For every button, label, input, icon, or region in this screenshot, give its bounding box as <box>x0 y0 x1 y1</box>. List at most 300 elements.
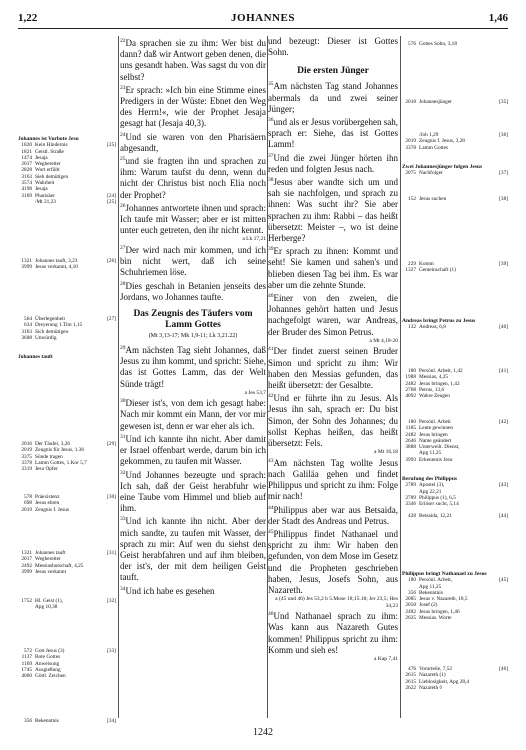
verse-marker: [24] <box>107 192 116 199</box>
reference-topic: Jesus bringen, 1,42 <box>419 380 460 387</box>
verse-marker: [38] <box>499 196 508 202</box>
reference-topic: Nazareth ◊ <box>419 684 443 691</box>
reference-block <box>402 318 508 331</box>
reference-topic: Unterweilt. Dienst, <box>419 444 460 451</box>
reference-topic: Jesus verkannt, 4,10 <box>35 264 78 271</box>
reference-number <box>18 199 32 205</box>
reference-block <box>18 316 116 341</box>
margin-subheading: Johannes ist Vorbote Jesu <box>18 136 79 142</box>
footnote: a Mt 16,18 <box>374 449 398 456</box>
reference-topic: Jesu Opfer <box>35 466 58 473</box>
verse <box>268 291 398 338</box>
verse-marker: [30] <box>107 494 116 500</box>
verse-number: 40 <box>268 293 274 300</box>
section-heading: Das Zeugnis des Täufers vom Lamm Gottes <box>133 308 253 330</box>
margin-reference <box>18 264 116 270</box>
footnote: a Lk 17,21 <box>242 236 266 243</box>
verse-text: Philippus findet Nathanael und spricht zu ihm: Wir haben den gefunden, von dem Mose im Gesetz und die Propheten geschrieben haben, Jesus, Josefs Sohn, aus Nazareth. <box>268 528 398 595</box>
column-rule-left <box>118 36 119 718</box>
reference-topic: Wahrheit <box>35 180 55 187</box>
reference-number <box>18 604 32 610</box>
reference-topic: Messias, 4,25 <box>419 374 448 381</box>
reference-topic: Sich demütigen <box>35 328 69 335</box>
reference-number: 1327 <box>405 267 416 274</box>
verse <box>120 279 266 303</box>
verse <box>120 468 266 515</box>
reference-topic: Apg 11,25 <box>419 450 442 457</box>
reference-number: 428 <box>408 513 416 519</box>
reference-topic: /Mt 21,23 <box>35 198 56 205</box>
reference-topic: Gottes Sohn, 3,18 <box>419 41 457 47</box>
reference-block <box>402 476 508 507</box>
margin-reference <box>402 324 508 330</box>
verse <box>120 83 266 130</box>
verse-text: Philippus aber war aus Betsaida, der Stadt des Andreas und Petrus. <box>268 504 398 526</box>
reference-number: 3169 <box>21 192 32 199</box>
verse-marker: [41] <box>499 368 508 374</box>
reference-topic: Betsaida, 12,21 <box>419 513 452 519</box>
verse-marker: [35] <box>499 99 508 105</box>
verse-marker: [29] <box>107 441 116 447</box>
verse-text: Am nächsten Tag wollte Jesus nach Galiläa gehen und findet Philippus und spricht zu ihm: Folge mir nach! <box>268 457 398 502</box>
verse-text: Am nächsten Tag sieht Johannes, daß Jesus zu ihm kommt, und spricht: Siehe, das ist Gottes Lamm, das der Welt Sünde trägt! <box>120 344 266 389</box>
reference-topic: Zeugnis f. Jesus <box>35 506 69 513</box>
reference-topic: Apostel (3), <box>419 482 445 489</box>
reference-block <box>18 354 116 360</box>
verse-number: 39 <box>268 246 274 253</box>
reference-number: 2085 <box>405 596 416 603</box>
reference-block <box>18 598 116 611</box>
reference-number: 2482 <box>405 431 416 438</box>
header-book-title: JOHANNES <box>231 12 295 24</box>
verse-marker: [45] <box>499 577 508 584</box>
verse <box>120 514 266 583</box>
reference-topic: Bote Gottes <box>35 654 61 661</box>
verse-text: Der wird nach mir kommen, und ich bin nicht wert, daß ich seine Schuhriemen löse. <box>120 244 266 278</box>
reference-number: 3319 <box>21 466 32 473</box>
reference-topic: Anweisung <box>35 660 60 667</box>
reference-number: 2016 <box>21 441 32 447</box>
verse-text: Und ich kannte ihn nicht. Aber damit er Israel offenbart werde, darum bin ich gekommen, zu taufen mit Wasser. <box>120 433 266 467</box>
verse <box>120 243 266 279</box>
reference-topic: Apg 10,38 <box>35 604 58 611</box>
reference-number: 3999 <box>21 568 32 575</box>
reference-block <box>18 494 116 513</box>
verse-number: 30 <box>120 398 126 405</box>
reference-block <box>18 258 116 271</box>
verse-marker: [27] <box>107 316 116 322</box>
verse-text: und als er Jesus vorübergehen sah, sprach er: Siehe, das ist Gottes Lamm! <box>268 117 398 150</box>
reference-number: 3378 <box>405 144 416 151</box>
reference-number: 180 <box>408 368 416 374</box>
reference-number: 2019 <box>21 447 32 454</box>
reference-topic: Nachfolger <box>419 170 443 177</box>
reference-topic: Jesus ehren <box>35 500 60 507</box>
verse-number: 34 <box>120 585 126 592</box>
verse-number: 42 <box>268 393 274 400</box>
reference-topic: Josef (2) <box>419 602 438 609</box>
verse-number: 31 <box>120 433 126 440</box>
reference-block <box>402 261 508 274</box>
verse-text: Da sprachen sie zu ihm: Wer bist du dann? daß wir Antwort geben denen, die uns gesandt haben. Was sagst du von dir selbst? <box>120 38 266 82</box>
verse-marker: [40] <box>499 324 508 331</box>
margin-reference <box>402 685 508 691</box>
margin-reference <box>402 145 508 151</box>
verse-marker: [43] <box>499 482 508 489</box>
verse-marker: [44] <box>499 513 508 519</box>
reference-block <box>18 136 116 205</box>
reference-number: 2019 <box>21 506 32 513</box>
verse-number: 37 <box>268 152 274 159</box>
verse <box>268 456 398 503</box>
verse-number: 41 <box>268 346 274 353</box>
verse <box>268 115 398 151</box>
verse <box>120 130 266 154</box>
reference-number: 2828 <box>21 167 32 174</box>
verse-text: Er sprach zu ihnen: Kommt und seht! Sie kamen und sahen's und blieben diesen Tag bei ihm. Es war aber um die zehnte Stunde. <box>268 246 398 290</box>
margin-reference <box>18 673 116 679</box>
margin-subheading: Johannes tauft <box>18 354 53 360</box>
verse-number: 33 <box>120 516 126 523</box>
reference-number: 2789 <box>405 482 416 489</box>
reference-number: 4198 <box>21 186 32 193</box>
reference-block <box>402 666 508 691</box>
reference-number: 1820 <box>21 142 32 149</box>
reference-topic: Überlegenheit <box>35 316 66 322</box>
margin-reference <box>402 393 508 399</box>
margin-reference <box>402 41 508 47</box>
reference-number: 3346 <box>405 501 416 508</box>
reference-number: 2019 <box>405 138 416 145</box>
reference-topic: Jesus bringen <box>419 431 448 438</box>
reference-topic: Kein Hindernis <box>35 142 68 149</box>
reference-topic: Jesaja <box>35 186 48 193</box>
footnote: a Kap 7,41 <box>374 655 398 662</box>
reference-topic: Komm <box>419 261 434 267</box>
reference-block <box>18 648 116 679</box>
reference-topic: Pharisäer <box>35 192 55 199</box>
reference-block <box>402 132 508 151</box>
reference-topic: Messias. Worte <box>419 615 452 622</box>
verse-text: Am nächsten Tag stand Johannes abermals da und zwei seiner Jünger; <box>268 81 398 114</box>
reference-number: 1821 <box>21 148 32 155</box>
margin-reference <box>18 507 116 513</box>
reference-number: 229 <box>408 261 416 267</box>
verse-number: 35 <box>268 81 274 88</box>
reference-number: 3163 <box>21 173 32 180</box>
footnote: a (45 und 46) Jes 53,2 b 5.Mose 18,15.18; Jer 23,5; Hes 34,23 <box>275 596 398 609</box>
reference-block <box>402 41 508 47</box>
margin-subheading: Zwei Johannesjünger folgen Jesus <box>402 164 483 170</box>
verse-text: Dieser ist's, von dem ich gesagt habe: Nach mir kommt ein Mann, der vor mir gewesen ist, denn er war eher als ich. <box>120 398 266 431</box>
reference-topic: Johannes tauft, 3,23 <box>35 258 78 264</box>
reference-topic: Jesus verkannt <box>35 568 67 575</box>
verse-marker: [26] <box>107 258 116 264</box>
section-parallel-refs: (Mt 3,13-17; Mk 1,9-11; Lk 3,21.22) <box>148 332 238 339</box>
reference-topic: Gott Jesus (3) <box>35 648 65 654</box>
verse-marker: [25] <box>107 198 116 205</box>
reference-block <box>402 368 508 399</box>
verse-marker: [32] <box>107 598 116 604</box>
reference-topic: Der Täufer, 3,26 <box>35 441 70 447</box>
verse-text: Jesus aber wandte sich um und sah sie nachfolgen, und sprach zu ihnen: Was sucht ihr? Sie aber sprachen zu ihm: Rabbi – das heißt übersetzt: Meister –, wo ist deine Herberge? <box>268 177 398 244</box>
verse <box>120 201 266 237</box>
reference-number: 3574 <box>21 180 32 187</box>
reference-topic: Geistl. Straße <box>35 148 64 155</box>
verse-number: 28 <box>120 280 126 287</box>
margin-reference <box>18 199 116 205</box>
reference-number: 578 <box>24 494 32 500</box>
verse <box>268 503 398 527</box>
reference-topic: Bekenntnis <box>35 718 59 724</box>
verse-text: Er sprach: »Ich bin eine Stimme eines Predigers in der Wüste: Ebnet den Weg des Herrn!«, wie der Prophet Jesaja gesagt hat (Jesaja 40,3). <box>120 84 266 129</box>
reference-number: 3375 <box>21 453 32 460</box>
verse-marker: [33] <box>107 648 116 654</box>
reference-topic: Wegbereiter <box>35 161 61 168</box>
text-column-b <box>268 36 398 718</box>
reference-number: 2482 <box>405 608 416 615</box>
reference-block <box>18 718 116 724</box>
reference-number: 1474 <box>21 154 32 161</box>
reference-topic: Vorurteile, 7,52 <box>419 666 453 672</box>
verse-text: Und sie waren von den Pharisäern abgesandt, <box>120 131 266 153</box>
footnote: a Jes 53,7 <box>244 389 266 396</box>
verse-number: 44 <box>268 504 274 511</box>
reference-block <box>18 550 116 575</box>
reference-topic: Lamm Gottes <box>419 144 448 151</box>
reference-block <box>402 196 508 202</box>
reference-topic: Jesaja <box>35 154 48 161</box>
verse-text: Johannes antwortete ihnen und sprach: Ich taufe mit Wasser; aber er ist mitten unter euch getreten, den ihr nicht kennt. <box>120 202 266 236</box>
verse <box>268 527 398 596</box>
margin-reference <box>18 569 116 575</box>
reference-topic: Andreas, 6,8 <box>419 324 446 331</box>
verse <box>120 432 266 468</box>
reference-topic: Hl. Geist (1), <box>35 598 63 604</box>
reference-topic: Unwürdig <box>35 334 57 341</box>
verse <box>120 36 266 83</box>
reference-topic: Jesus suchen <box>419 196 447 202</box>
reference-number: 2058 <box>405 602 416 609</box>
reference-topic: Dreyerung 1.Tim 1,15 <box>35 322 83 329</box>
reference-number: 180 <box>408 577 416 584</box>
reference-topic: Ausgießung <box>35 666 61 673</box>
verse <box>268 151 398 175</box>
reference-number: 356 <box>408 589 416 596</box>
reference-number: 572 <box>24 648 32 654</box>
verse <box>268 244 398 291</box>
reference-number: 634 <box>24 322 32 329</box>
reference-topic: Nazareth (1) <box>419 672 446 679</box>
reference-topic: Lieblosigkeit, Apg 28,4 <box>419 678 470 685</box>
reference-block <box>18 441 116 472</box>
verse-marker: [31] <box>107 550 116 556</box>
verse-marker: [37] <box>499 170 508 177</box>
reference-topic: Petrus, 13,6 <box>419 386 445 393</box>
reference-topic: Apg 22,21 <box>419 488 442 495</box>
reference-topic: Präexistenz <box>35 494 60 500</box>
reference-topic: Göttl. Zeichen <box>35 673 66 680</box>
reference-number: 132 <box>408 324 416 331</box>
reference-number: 2018 <box>405 99 416 105</box>
reference-topic: Wort erfüllt <box>35 167 60 174</box>
reference-number: 2646 <box>405 437 416 444</box>
reference-topic: Wegbereiter <box>35 556 61 563</box>
reference-topic: Wahre Zeugen <box>419 393 450 400</box>
margin-reference <box>402 99 508 105</box>
reference-number: 4060 <box>21 673 32 680</box>
reference-number: 1169 <box>21 660 32 667</box>
reference-number: 2615 <box>405 678 416 685</box>
reference-number: 576 <box>408 41 416 47</box>
verse-text: Und Johannes bezeugte und sprach: Ich sah, daß der Geist herabfuhr wie eine Taube vom Himmel und blieb auf ihm. <box>120 469 266 514</box>
reference-number: 2075 <box>405 170 416 177</box>
reference-topic: Persönl. Arbeit <box>419 419 451 425</box>
reference-topic: Erkenntnis Jesu <box>419 456 453 463</box>
reference-topic: Persönl. Arbeit, 1,42 <box>419 368 463 374</box>
section-heading: Die ersten Jünger <box>297 66 369 77</box>
margin-reference <box>402 615 508 621</box>
verse <box>268 79 398 115</box>
verse <box>268 175 398 244</box>
reference-number: 698 <box>24 500 32 507</box>
reference-number: 1745 <box>21 666 32 673</box>
page-header <box>18 12 508 29</box>
verse-number: 43 <box>268 457 274 464</box>
verse-number: 22 <box>120 38 126 44</box>
verse-text: Und ich habe es gesehen <box>125 585 215 596</box>
verse <box>268 344 398 391</box>
reference-number: 3378 <box>21 459 32 466</box>
reference-number: 476 <box>408 666 416 672</box>
right-margin-references <box>402 36 508 718</box>
margin-subheading: Berufung des Philippus <box>402 476 458 482</box>
verse-continuation: und bezeugt: Dieser ist Gottes Sohn. <box>268 36 398 58</box>
margin-reference <box>18 466 116 472</box>
verse <box>268 609 398 656</box>
reference-number: 564 <box>24 316 32 322</box>
margin-reference <box>18 335 116 341</box>
reference-number: 356 <box>24 718 32 724</box>
reference-block <box>402 571 508 621</box>
footnote: a Mt 4,18-20 <box>369 337 398 344</box>
verse-marker: [39] <box>499 261 508 267</box>
verse-text: Einer von den zweien, die Johannes gehört hatten und Jesus nachgefolgt waren, war Andreas, der Bruder des Simon Petrus. <box>268 293 398 337</box>
reference-topic: Johannes tauft <box>35 550 66 556</box>
reference-number: 3888 <box>405 444 416 451</box>
verse-number: 36 <box>268 117 274 124</box>
reference-number: 2017 <box>21 556 32 563</box>
reference-number: 1321 <box>21 550 32 556</box>
verse-marker: [46] <box>499 666 508 672</box>
reference-number: 2625 <box>405 615 416 622</box>
reference-topic: Bekenntnis <box>419 589 443 596</box>
verse <box>268 391 398 449</box>
margin-subheading: Andreas bringt Petrus zu Jesus <box>402 318 476 324</box>
margin-reference <box>18 718 116 724</box>
reference-number: 2492 <box>21 562 32 569</box>
verse-number: 26 <box>120 202 126 209</box>
reference-topic: Apg 11,25 <box>419 583 442 590</box>
reference-number: 2017 <box>21 161 32 168</box>
reference-number: 3993 <box>405 456 416 463</box>
reference-number: 180 <box>408 419 416 425</box>
verse-number: 25 <box>120 156 126 163</box>
reference-number: 1185 <box>405 425 416 432</box>
verse-number: 27 <box>120 244 126 251</box>
reference-topic: Erlöser sucht, 5,14 <box>419 501 459 508</box>
verse-number: 29 <box>120 344 126 351</box>
reference-number: 3608 <box>21 334 32 341</box>
reference-topic: Persönl. Arbeit, <box>419 577 453 584</box>
reference-number: 1752 <box>21 598 32 604</box>
header-right-reference: 1,46 <box>488 12 508 24</box>
reference-block <box>402 164 508 177</box>
verse-number: 32 <box>120 469 126 476</box>
verse-text: Und Nathanael sprach zu ihm: Was kann aus Nazareth Gutes kommen! Philippus spricht zu ihm: Komm und sieh es! <box>268 611 398 655</box>
margin-reference <box>18 604 116 610</box>
verse-text: und sie fragten ihn und sprachen zu ihm: Warum taufst du denn, wenn du nicht der Christus bist noch Elia noch der Prophet? <box>120 156 266 200</box>
verse-number: 38 <box>268 177 274 184</box>
reference-topic: Messiasbotschaft, 4,25 <box>35 562 84 569</box>
reference-topic: Zeugnis für Jesus, 1.36 <box>35 447 84 454</box>
verse-text: Und ich kannte ihn nicht. Aber der mich sandte, zu taufen mit Wasser, der sprach zu mir: Auf wen du siehst den Geist herabfahren und auf ihm bleiben, der ist's, der mit dem heiligen Geist tauft. <box>120 516 266 583</box>
reference-topic: Jesus v. Nazareth, 18,5 <box>419 596 468 603</box>
reference-topic: Philippus (1), 6,5 <box>419 494 456 501</box>
page-number: 1242 <box>253 727 273 738</box>
reference-number: 3163 <box>21 328 32 335</box>
verse-marker: [42] <box>499 419 508 425</box>
verse <box>120 154 266 201</box>
reference-topic: Lamm Gottes, 1.Kor 5,7 <box>35 459 87 466</box>
verse-text: Dies geschah in Betanien jenseits des Jordans, wo Johannes taufte. <box>120 280 266 302</box>
reference-number: 152 <box>408 196 416 202</box>
reference-topic: Leute gewinnen <box>419 425 453 432</box>
verse <box>120 343 266 390</box>
reference-topic: Johannesjünger <box>419 99 452 105</box>
margin-reference <box>402 196 508 202</box>
margin-subheading: Philippus bringt Nathanael zu Jesus <box>402 571 487 577</box>
verse-number: 23 <box>120 84 126 91</box>
reference-topic: Zeugnis f. Jesus, 3,28 <box>419 138 465 145</box>
reference-topic: Sieh demütigen <box>35 173 69 180</box>
reference-number: 1137 <box>21 654 32 661</box>
reference-topic: /Joh 1,29 <box>419 132 439 138</box>
reference-number: 2482 <box>405 380 416 387</box>
text-column-a <box>120 36 266 718</box>
verse-text: Und die zwei Jünger hörten ihn reden und folgten Jesus nach. <box>268 152 398 174</box>
reference-number: 4092 <box>405 393 416 400</box>
header-left-reference: 1,22 <box>18 12 38 24</box>
reference-number: 3999 <box>21 264 32 271</box>
reference-number: 1321 <box>21 258 32 264</box>
reference-block <box>402 513 508 519</box>
reference-number: 2768 <box>405 386 416 393</box>
verse-number: 24 <box>120 131 126 138</box>
reference-number: 2789 <box>405 494 416 501</box>
reference-topic: Sünde tragen <box>35 453 63 460</box>
margin-reference <box>402 457 508 463</box>
verse-number: 45 <box>268 528 274 535</box>
reference-block <box>402 419 508 463</box>
reference-number: 2622 <box>405 684 416 691</box>
reference-number: 1988 <box>405 374 416 381</box>
reference-number: 2615 <box>405 672 416 679</box>
column-rule-right <box>400 36 401 718</box>
verse <box>120 396 266 432</box>
verse-marker: [25] <box>107 142 116 149</box>
verse <box>120 584 266 597</box>
